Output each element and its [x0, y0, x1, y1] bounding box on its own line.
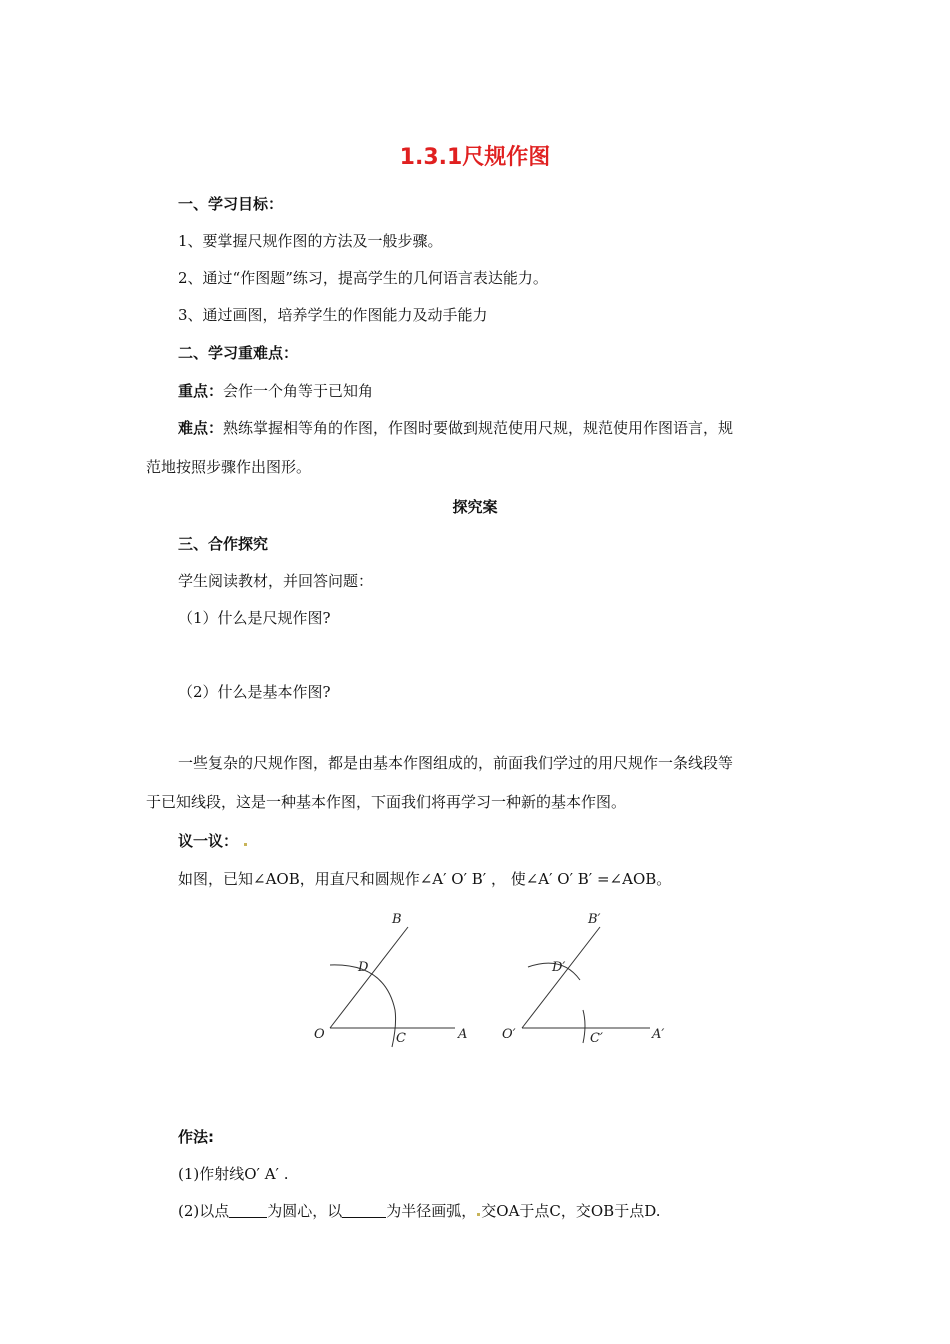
key-label: 重点：	[178, 382, 224, 400]
goal-item-1: 1、要掌握尺规作图的方法及一般步骤。	[178, 232, 443, 250]
label-b: B	[392, 912, 402, 927]
difficult-point-line	[178, 417, 733, 438]
blank-radius[interactable]	[342, 1203, 386, 1218]
step2-part-d: 交OA于点C，交OB于点D.	[481, 1202, 661, 1220]
paragraph-line-1: 一些复杂的尺规作图，都是由基本作图组成的，前面我们学过的用尺规作一条线段等	[178, 754, 734, 772]
label-c: C	[396, 1031, 406, 1046]
question-2: （2）什么是基本作图?	[178, 683, 331, 701]
key-points-heading: 二、学习重难点：	[178, 344, 299, 362]
step2-part-c: 为半径画弧，	[386, 1202, 477, 1220]
method-step-1: (1)作射线O′ A′ .	[178, 1165, 289, 1183]
step2-part-b: 为圆心，以	[267, 1202, 343, 1220]
decor-dot	[244, 843, 247, 846]
label-c-prime: C′	[590, 1031, 603, 1046]
goal-item-3: 3、通过画图，培养学生的作图能力及动手能力	[178, 306, 488, 324]
difficult-text-2: 范地按照步骤作出图形。	[146, 458, 312, 476]
step2-part-a: (2)以点	[178, 1202, 230, 1220]
key-text: 会作一个角等于已知角	[223, 382, 374, 400]
label-a: A	[458, 1027, 468, 1042]
discuss-text: 如图，已知∠AOB，用直尺和圆规作∠A′ O′ B′ ， 使∠A′ O′ B′ =∠AOB。	[178, 870, 672, 888]
read-instruction: 学生阅读教材，并回答问题：	[178, 572, 374, 590]
key-point-line	[178, 380, 373, 401]
ray-o-prime-b-prime	[522, 927, 600, 1028]
method-step-2	[178, 1200, 660, 1221]
question-1: （1）什么是尺规作图?	[178, 609, 331, 627]
goals-heading	[178, 193, 283, 214]
label-d-prime: D′	[552, 960, 566, 975]
arc-lower	[583, 1010, 585, 1043]
paragraph-line-2: 于已知线段，这是一种基本作图，下面我们将再学习一种新的基本作图。	[146, 793, 627, 811]
right-angle-figure	[502, 912, 664, 1046]
decor-dot-2	[477, 1213, 480, 1216]
label-d: D	[358, 960, 369, 975]
explore-heading: 探究案	[452, 498, 498, 516]
coop-heading: 三、合作探究	[178, 535, 269, 553]
discuss-heading-text: 议一议：	[178, 832, 239, 850]
label-a-prime: A′	[652, 1027, 665, 1042]
goals-heading-text: 一、学习目标：	[178, 195, 284, 213]
goal-item-2: 2、通过“作图题”练习，提高学生的几何语言表达能力。	[178, 269, 548, 287]
difficult-text-1: 熟练掌握相等角的作图，作图时要做到规范使用尺规，规范使用作图语言，规	[223, 419, 734, 437]
label-o-prime: O′	[502, 1027, 516, 1042]
discuss-heading	[178, 830, 248, 851]
angle-construction-figure	[300, 905, 680, 1055]
method-heading: 作法:	[178, 1128, 214, 1146]
blank-center[interactable]	[229, 1203, 267, 1218]
arc-cd	[330, 965, 396, 1047]
page-title: 1.3.1尺规作图	[399, 145, 551, 170]
ray-ob	[330, 927, 408, 1028]
left-angle-figure	[314, 912, 467, 1047]
difficult-label: 难点：	[178, 419, 224, 437]
label-o: O	[314, 1027, 325, 1042]
label-b-prime: B′	[588, 912, 601, 927]
